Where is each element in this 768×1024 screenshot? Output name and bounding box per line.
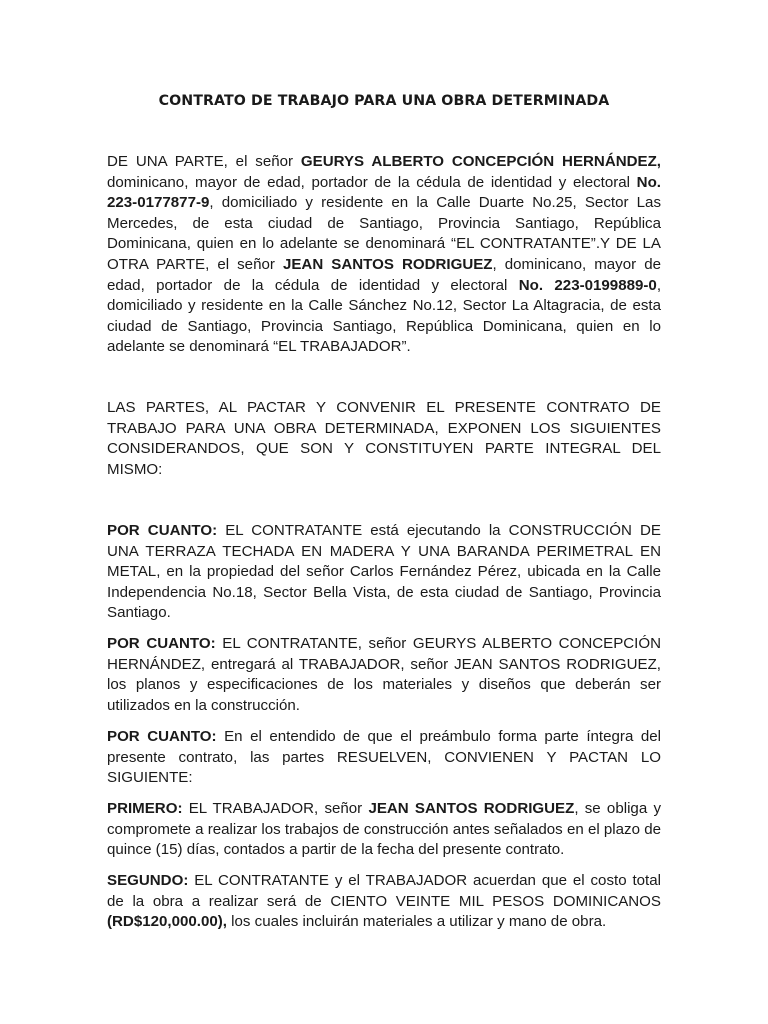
parties-paragraph bbox=[107, 152, 661, 358]
por-cuanto-paragraph-1 bbox=[107, 521, 661, 624]
text-segment: , domiciliado y residente en la Calle Duarte No.25, Sector Las Mercedes, de esta ciudad de Santiago, Provincia Santiago, República Dominicana, quien en lo adelante se denominará “EL CONTRATANTE”.Y DE LA OTRA PARTE, el señor bbox=[107, 194, 661, 273]
text-segment: dominicano, mayor de edad, portador de la cédula de identidad y electoral bbox=[107, 173, 637, 191]
clause-label: POR CUANTO: bbox=[107, 635, 216, 652]
text-segment: , domiciliado y residente en la Calle Sánchez No.12, Sector La Altagracia, de esta ciudad de Santiago, Provincia Santiago, República Dominicana, quien en lo adelante se denominará “EL TRABAJADOR”. bbox=[107, 276, 662, 356]
clause-text: EL TRABAJADOR, señor bbox=[182, 800, 369, 817]
considerations-intro-paragraph: LAS PARTES, AL PACTAR Y CONVENIR EL PRESENTE CONTRATO DE TRABAJO PARA UNA OBRA DETERMINADA, EXPONEN LOS SIGUIENTES CONSIDERANDOS, QUE SON Y CONSTITUYEN PARTE INTEGRAL DEL MISMO: bbox=[107, 399, 661, 478]
clause-text: EL CONTRATANTE y el TRABAJADOR acuerdan que el costo total de la obra a realizar será de CIENTO VEINTE MIL PESOS DOMINICANOS bbox=[107, 872, 661, 910]
segundo-clause-paragraph bbox=[107, 871, 661, 933]
contractor-id-number: No. 223-0177877-9 bbox=[107, 173, 661, 212]
text-segment: , dominicano, mayor de edad, portador de la cédula de identidad y electoral bbox=[107, 255, 661, 294]
worker-name: JEAN SANTOS RODRIGUEZ bbox=[368, 800, 575, 817]
clause-text: EL CONTRATANTE está ejecutando la CONSTRUCCIÓN DE UNA TERRAZA TECHADA EN MADERA Y UNA BARANDA PERIMETRAL EN METAL, en la propiedad del señor Carlos Fernández Pérez, ubicada en la Calle Independencia No.18, Sector Bella Vista, de esta ciudad de Santiago, Provincia Santiago. bbox=[107, 522, 661, 622]
total-cost-amount: (RD$120,000.00), bbox=[107, 913, 227, 931]
contractor-name: GEURYS ALBERTO CONCEPCIÓN HERNÁNDEZ, bbox=[300, 153, 661, 170]
por-cuanto-paragraph-2 bbox=[107, 634, 661, 716]
clause-text: , se obliga y compromete a realizar los trabajos de construcción antes señalados en el plazo de quince (15) días, contados a partir de la fecha del presente contrato. bbox=[107, 800, 661, 859]
worker-id-number: No. 223-0199889-0 bbox=[518, 276, 657, 294]
primero-clause-paragraph bbox=[107, 799, 661, 861]
clause-text: los cuales incluirán materiales a utilizar y mano de obra. bbox=[226, 913, 607, 931]
clause-label: POR CUANTO: bbox=[107, 522, 218, 539]
text-segment: DE UNA PARTE, el señor bbox=[107, 153, 301, 170]
clause-label: PRIMERO: bbox=[107, 800, 183, 817]
clause-text: EL CONTRATANTE, señor GEURYS ALBERTO CONCEPCIÓN HERNÁNDEZ, entregará al TRABAJADOR, señor JEAN SANTOS RODRIGUEZ, los planos y especificaciones de los materiales y diseños que deberán ser utilizados en la construcción. bbox=[107, 635, 661, 714]
por-cuanto-paragraph-3 bbox=[107, 727, 661, 789]
document-title: CONTRATO DE TRABAJO PARA UNA OBRA DETERMINADA bbox=[158, 93, 610, 109]
worker-name: JEAN SANTOS RODRIGUEZ bbox=[282, 255, 493, 273]
clause-label: SEGUNDO: bbox=[107, 872, 189, 889]
clause-text: En el entendido de que el preámbulo forma parte íntegra del presente contrato, las partes RESUELVEN, CONVIENEN Y PACTAN LO SIGUIENTE: bbox=[107, 728, 662, 787]
clause-label: POR CUANTO: bbox=[107, 728, 217, 745]
